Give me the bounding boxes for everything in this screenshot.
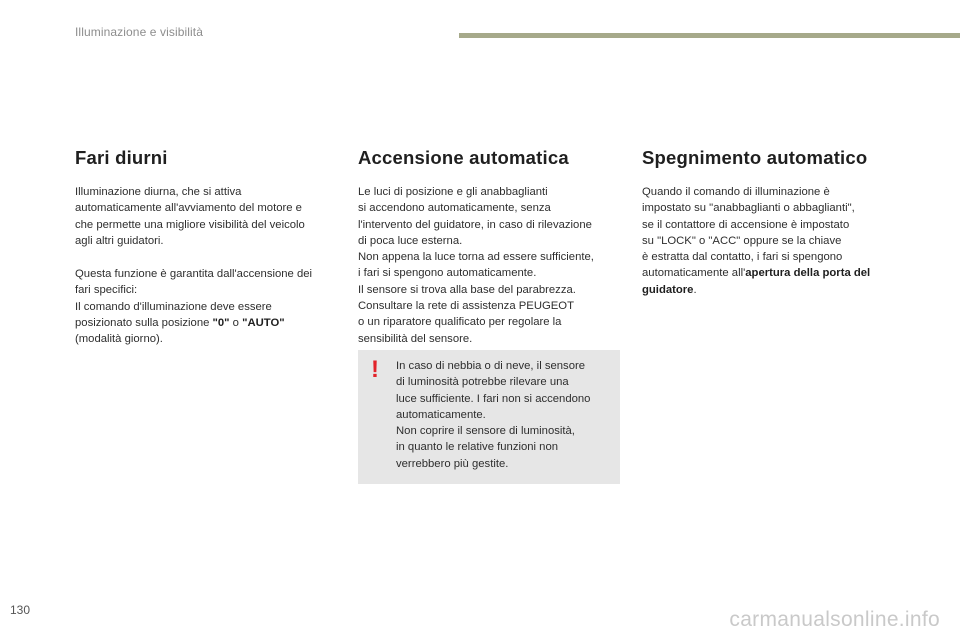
warning-box [358, 350, 620, 484]
header-bar [459, 33, 960, 38]
mode-text: (modalità giorno). [75, 333, 163, 346]
column-daytime-lights [75, 146, 343, 365]
warning-text: In caso di nebbia o di neve, il sensore di luminosità potrebbe rilevare una luce sufficiente. I fari non si accendono automaticamente. Non coprire il sensore di luminosità, in quanto le relative funzioni non verrebbero più gestite. [396, 360, 591, 470]
exclamation-icon: ! [371, 356, 379, 383]
or-text: o [229, 317, 243, 330]
paragraph-automatic-on: Le luci di posizione e gli anabbaglianti si accendono automaticamente, senza l'intervento del guidatore, in caso di rilevazione di poca luce esterna. Non appena la luce torna ad essere sufficiente, i fari si spengono automaticamente. Il sensore si trova alla base del parabrezza. Consultare la rete di assistenza PEUGEOT o un riparatore qualificato per regolare la sensibilità del sensore. [358, 186, 594, 345]
heading-daytime-lights: Fari diurni [75, 147, 168, 168]
paragraph-daytime-intro: Illuminazione diurna, che si attiva automaticamente all'avviamento del motore e che permette una migliore visibilità del veicolo agli altri guidatori. [75, 186, 305, 247]
paragraph-end: . [693, 283, 697, 296]
position-0-label: "0" [212, 317, 230, 330]
section-title: Illuminazione e visibilità [75, 25, 203, 39]
paragraph-automatic-off-text: Quando il comando di illuminazione è impostato su "anabbaglianti o abbaglianti", se il contattore di accensione è impostato su "LOCK" o "ACC" oppure se la chiave è estratta dal contatto, i fari si spengono automaticamente all' [642, 186, 855, 280]
paragraph-daytime-text: Questa funzione è garantita dall'accensione dei fari specifici: Il comando d'illuminazione deve essere posizionato sulla posizione [75, 268, 313, 330]
heading-automatic-off: Spegnimento automatico [642, 147, 868, 168]
watermark: carmanualsonline.info [729, 608, 940, 631]
page-number: 130 [10, 603, 31, 617]
heading-automatic-on: Accensione automatica [358, 147, 569, 168]
position-auto-label: "AUTO" [242, 317, 285, 330]
column-automatic-on [358, 146, 626, 364]
column-automatic-off [642, 146, 912, 315]
paragraph-automatic-off [642, 184, 912, 298]
door-opening-label: apertura della porta del guidatore [642, 267, 871, 296]
paragraph-daytime-function [75, 266, 343, 347]
